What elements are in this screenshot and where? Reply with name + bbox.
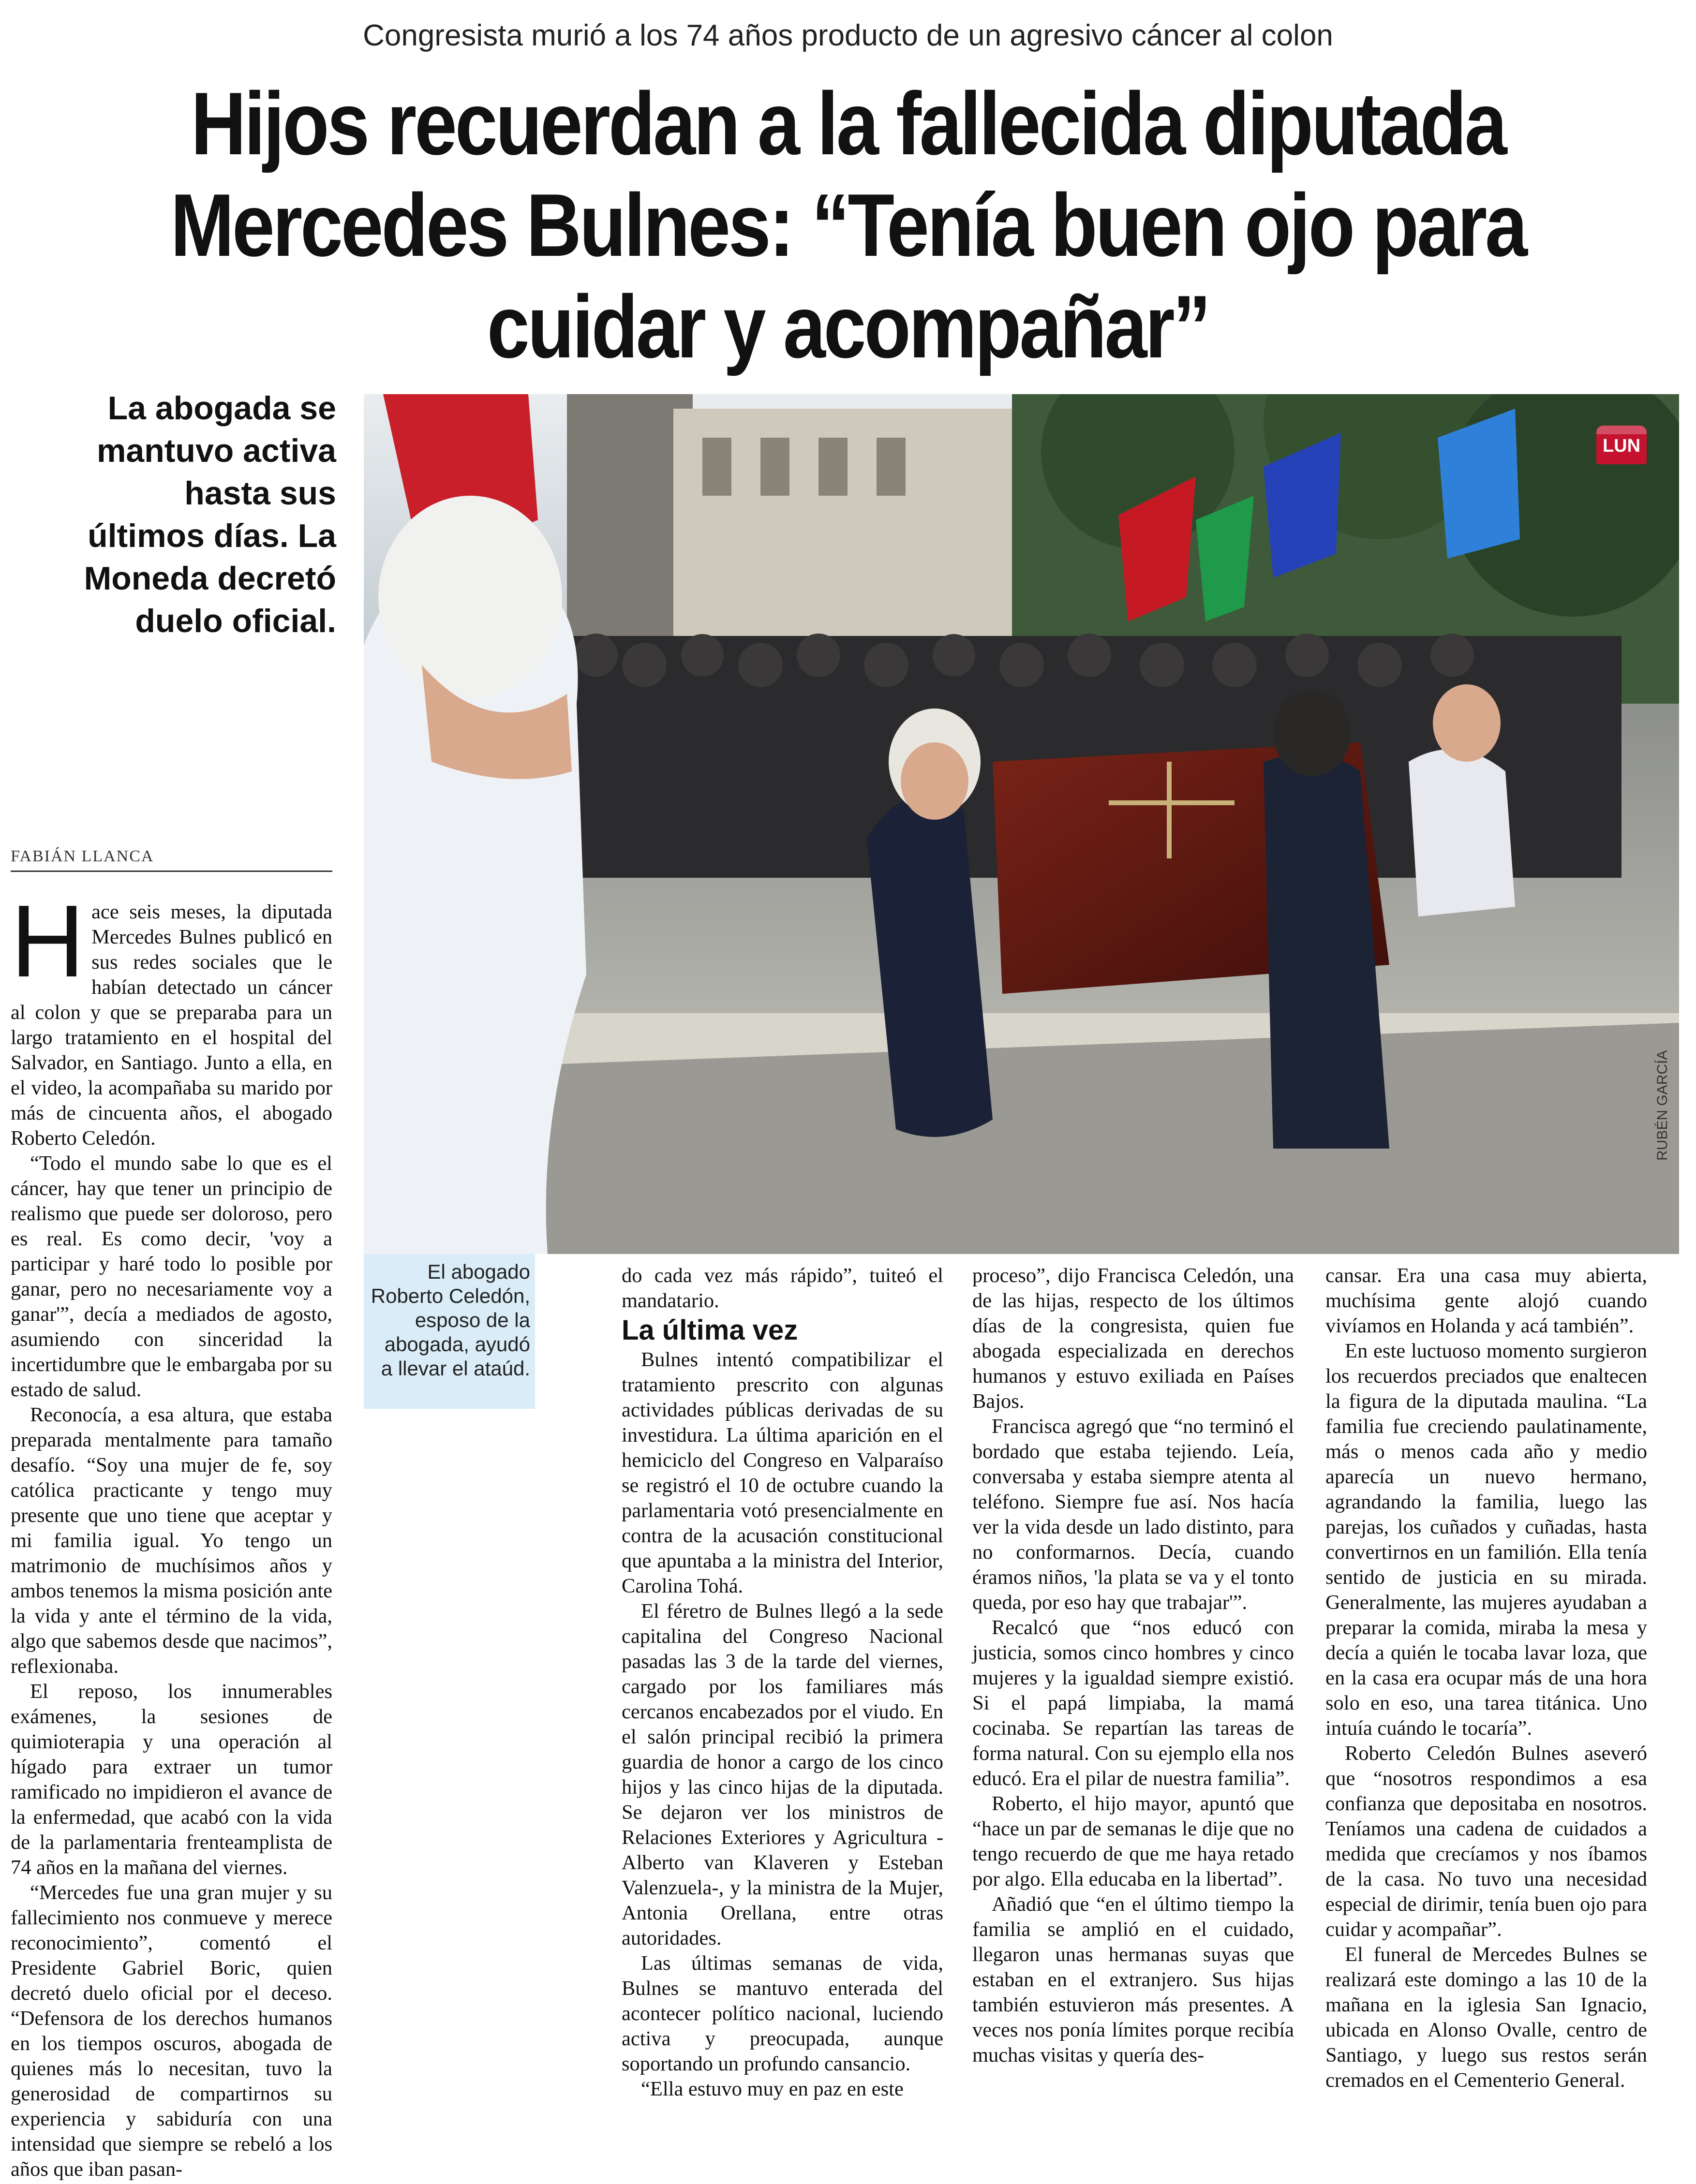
lun-badge: LUN bbox=[1596, 426, 1647, 464]
article-column-2 bbox=[622, 1263, 943, 2102]
dropcap: H bbox=[11, 884, 85, 998]
paragraph: Roberto Celedón Bulnes aseveró que “nosotros respondimos a esa confianza que depositaba en nosotros. Teníamos una cadena de cuidados a medida que crecíamos y nos íbamos de la casa. No tuvo una necesidad especial de dirimir, tenía buen ojo para cuidar y acompañar”. bbox=[1325, 1742, 1647, 1941]
paragraph: Francisca agregó que “no terminó el bordado que estaba tejiendo. Leía, conversaba y estaba siempre atenta al teléfono. Siempre fue así. Nos hacía ver la vida desde un lado distinto, para no conformarnos. Decía, cuando éramos niños, 'la plata se va y el tonto queda, por eso hay que trabajar'”. bbox=[972, 1415, 1294, 1614]
headline-line-1: Hijos recuerdan a la fallecida diputada bbox=[191, 74, 1505, 173]
funeral-photo-illustration bbox=[364, 394, 1679, 1254]
paragraph: cansar. Era una casa muy abierta, muchísima gente alojó cuando vivíamos en Holanda y acá también”. bbox=[1325, 1264, 1647, 1337]
paragraph: “Mercedes fue una gran mujer y su fallecimiento nos conmueve y merece reconocimiento”, comentó el Presidente Gabriel Boric, quien decretó duelo oficial por el deceso. “Defensora de los derechos humanos en los tiempos oscuros, abogada de quienes más lo necesitan, tuvo la generosidad de compartirnos su experiencia y sabiduría con una intensidad que siempre se rebeló a los años que iban pasan- bbox=[11, 1881, 332, 2181]
paragraph: El féretro de Bulnes llegó a la sede capitalina del Congreso Nacional pasadas las 3 de la tarde del viernes, cargado por los familiares más cercanos encabezados por el viudo. En el salón principal recibió la primera guardia de honor a cargo de los cinco hijos y las cinco hijas de la diputada. Se dejaron ver los ministros de Relaciones Exteriores y Agricultura -Alberto van Klaveren y Esteban Valenzuela-, y la ministra de la Mujer, Antonia Orellana, entre otras autoridades. bbox=[622, 1600, 943, 1949]
article-column-4 bbox=[1325, 1263, 1647, 2093]
headline-line-3: cuidar y acompañar” bbox=[487, 277, 1209, 376]
paragraph bbox=[11, 884, 332, 1151]
paragraph: Reconocía, a esa altura, que estaba preparada mentalmente para tamaño desafío. “Soy una mujer de fe, soy católica practicante y tengo muy presente que uno tiene que aceptar y mi familia igual. Yo tengo un matrimonio de muchísimos años y ambos tenemos la misma posición ante la vida y ante el término de la vida, algo que sabemos desde que nacimos”, reflexionaba. bbox=[11, 1403, 332, 1678]
paragraph: Las últimas semanas de vida, Bulnes se mantuvo enterada del acontecer político nacional, luciendo activa y preocupada, aunque soportando un profundo cansancio. bbox=[622, 1952, 943, 2075]
article-column-1 bbox=[11, 884, 332, 2182]
paragraph: “Ella estuvo muy en paz en este bbox=[641, 2078, 904, 2100]
paragraph: proceso”, dijo Francisca Celedón, una de las hijas, respecto de los últimos días de la congresista, quien fue abogada especializada en derechos humanos y estuvo exiliada en Países Bajos. bbox=[972, 1264, 1294, 1413]
paragraph: do cada vez más rápido”, tuiteó el mandatario. bbox=[622, 1264, 943, 1312]
byline: FABIÁN LLANCA bbox=[11, 847, 154, 865]
paragraph: “Todo el mundo sabe lo que es el cáncer, hay que tener un principio de realismo que puede ser doloroso, pero es real. Es como decir, 'voy a participar y haré todo lo posible por ganar, pero no necesariamente voy a ganar'”, decía a mediados de agosto, asumiendo con sinceridad la incertidumbre que le embargaba por su estado de salud. bbox=[11, 1152, 332, 1401]
paragraph: Añadió que “en el último tiempo la familia se amplió en el cuidado, llegaron unas hermanas suyas que estaban en el extranjero. Sus hijas también estuvieron más presentes. A veces nos ponía límites porque recibía muchas visitas y quería des- bbox=[972, 1893, 1294, 2066]
headline bbox=[160, 73, 1535, 377]
paragraph: Roberto, el hijo mayor, apuntó que “hace un par de semanas le dije que no tengo recuerdo de que me haya retado por algo. Ella educaba en la libertad”. bbox=[972, 1792, 1294, 1890]
byline-rule bbox=[11, 871, 332, 872]
paragraph: En este luctuoso momento surgieron los recuerdos preciados que enaltecen la figura de la diputada maulina. “La familia fue creciendo paulatinamente, más o menos cada año y medio aparecía un nuevo hermano, agrandando la familia, luego las parejas, los cuñados y cuñadas, hasta convertirnos en un familión. Ella tenía sentido de justicia en su mirada. Generalmente, las mujeres ayudaban a preparar la comida, miraba la mesa y decía a quién le tocaba lavar loza, que en la casa era ocupar más de una hora solo en eso, una tarea titánica. Uno intuía cuándo le tocaría”. bbox=[1325, 1340, 1647, 1740]
funeral-photo bbox=[364, 394, 1679, 1254]
paragraph: Bulnes intentó compatibilizar el tratamiento prescrito con algunas actividades públicas derivadas de su investidura. La última aparición en el hemiciclo del Congreso en Valparaíso se registró el 10 de octubre cuando la parlamentaria votó presencialmente en contra de la acusación constitucional que apuntaba a la ministra del Interior, Carolina Tohá. bbox=[622, 1348, 943, 1597]
subhead: La última vez bbox=[622, 1314, 798, 1346]
paragraph: Recalcó que “nos educó con justicia, somos cinco hombres y cinco mujeres y la igualdad siempre existió. Si el papá limpiaba, la mamá cocinaba. Se repartían las tareas de forma natural. Con su ejemplo ella nos educó. Era el pilar de nuestra familia”. bbox=[972, 1616, 1294, 1790]
article-column-3 bbox=[972, 1263, 1294, 2068]
lead-summary: La abogada se mantuvo activa hasta sus últimos días. La Moneda decretó duelo oficial. bbox=[84, 390, 336, 639]
photo-credit: RUBÉN GARCÍA bbox=[1654, 1050, 1670, 1161]
paragraph: El reposo, los innumerables exámenes, la sesiones de quimioterapia y una operación al hígado para extraer un tumor ramificado no impidieron el avance de la enfermedad, que acabó con la vida de la parlamentaria frenteamplista de 74 años en la mañana del viernes. bbox=[11, 1680, 332, 1879]
kicker: Congresista murió a los 74 años producto de un agresivo cáncer al colon bbox=[363, 19, 1333, 52]
photo-caption: El abogado Roberto Celedón, esposo de la abogada, ayudó a llevar el ataúd. bbox=[371, 1260, 530, 1380]
paragraph: El funeral de Mercedes Bulnes se realizará este domingo a las 10 de la mañana en la iglesia San Ignacio, ubicada en Alonso Ovalle, centro de Santiago, y luego sus restos serán cremados en el Cementerio General. bbox=[1325, 1943, 1647, 2092]
paragraph-text: ace seis meses, la diputada Mercedes Bulnes publicó en sus redes sociales que le habían detectado un cáncer al colon y que se preparaba para un largo tratamiento en el hospital del Salvador, en Santiago. Junto a ella, en el video, la acompañaba su marido por más de cincuenta años, el abogado Roberto Celedón. bbox=[11, 900, 332, 1150]
headline-line-2: Mercedes Bulnes: “Tenía buen ojo para bbox=[170, 175, 1526, 275]
